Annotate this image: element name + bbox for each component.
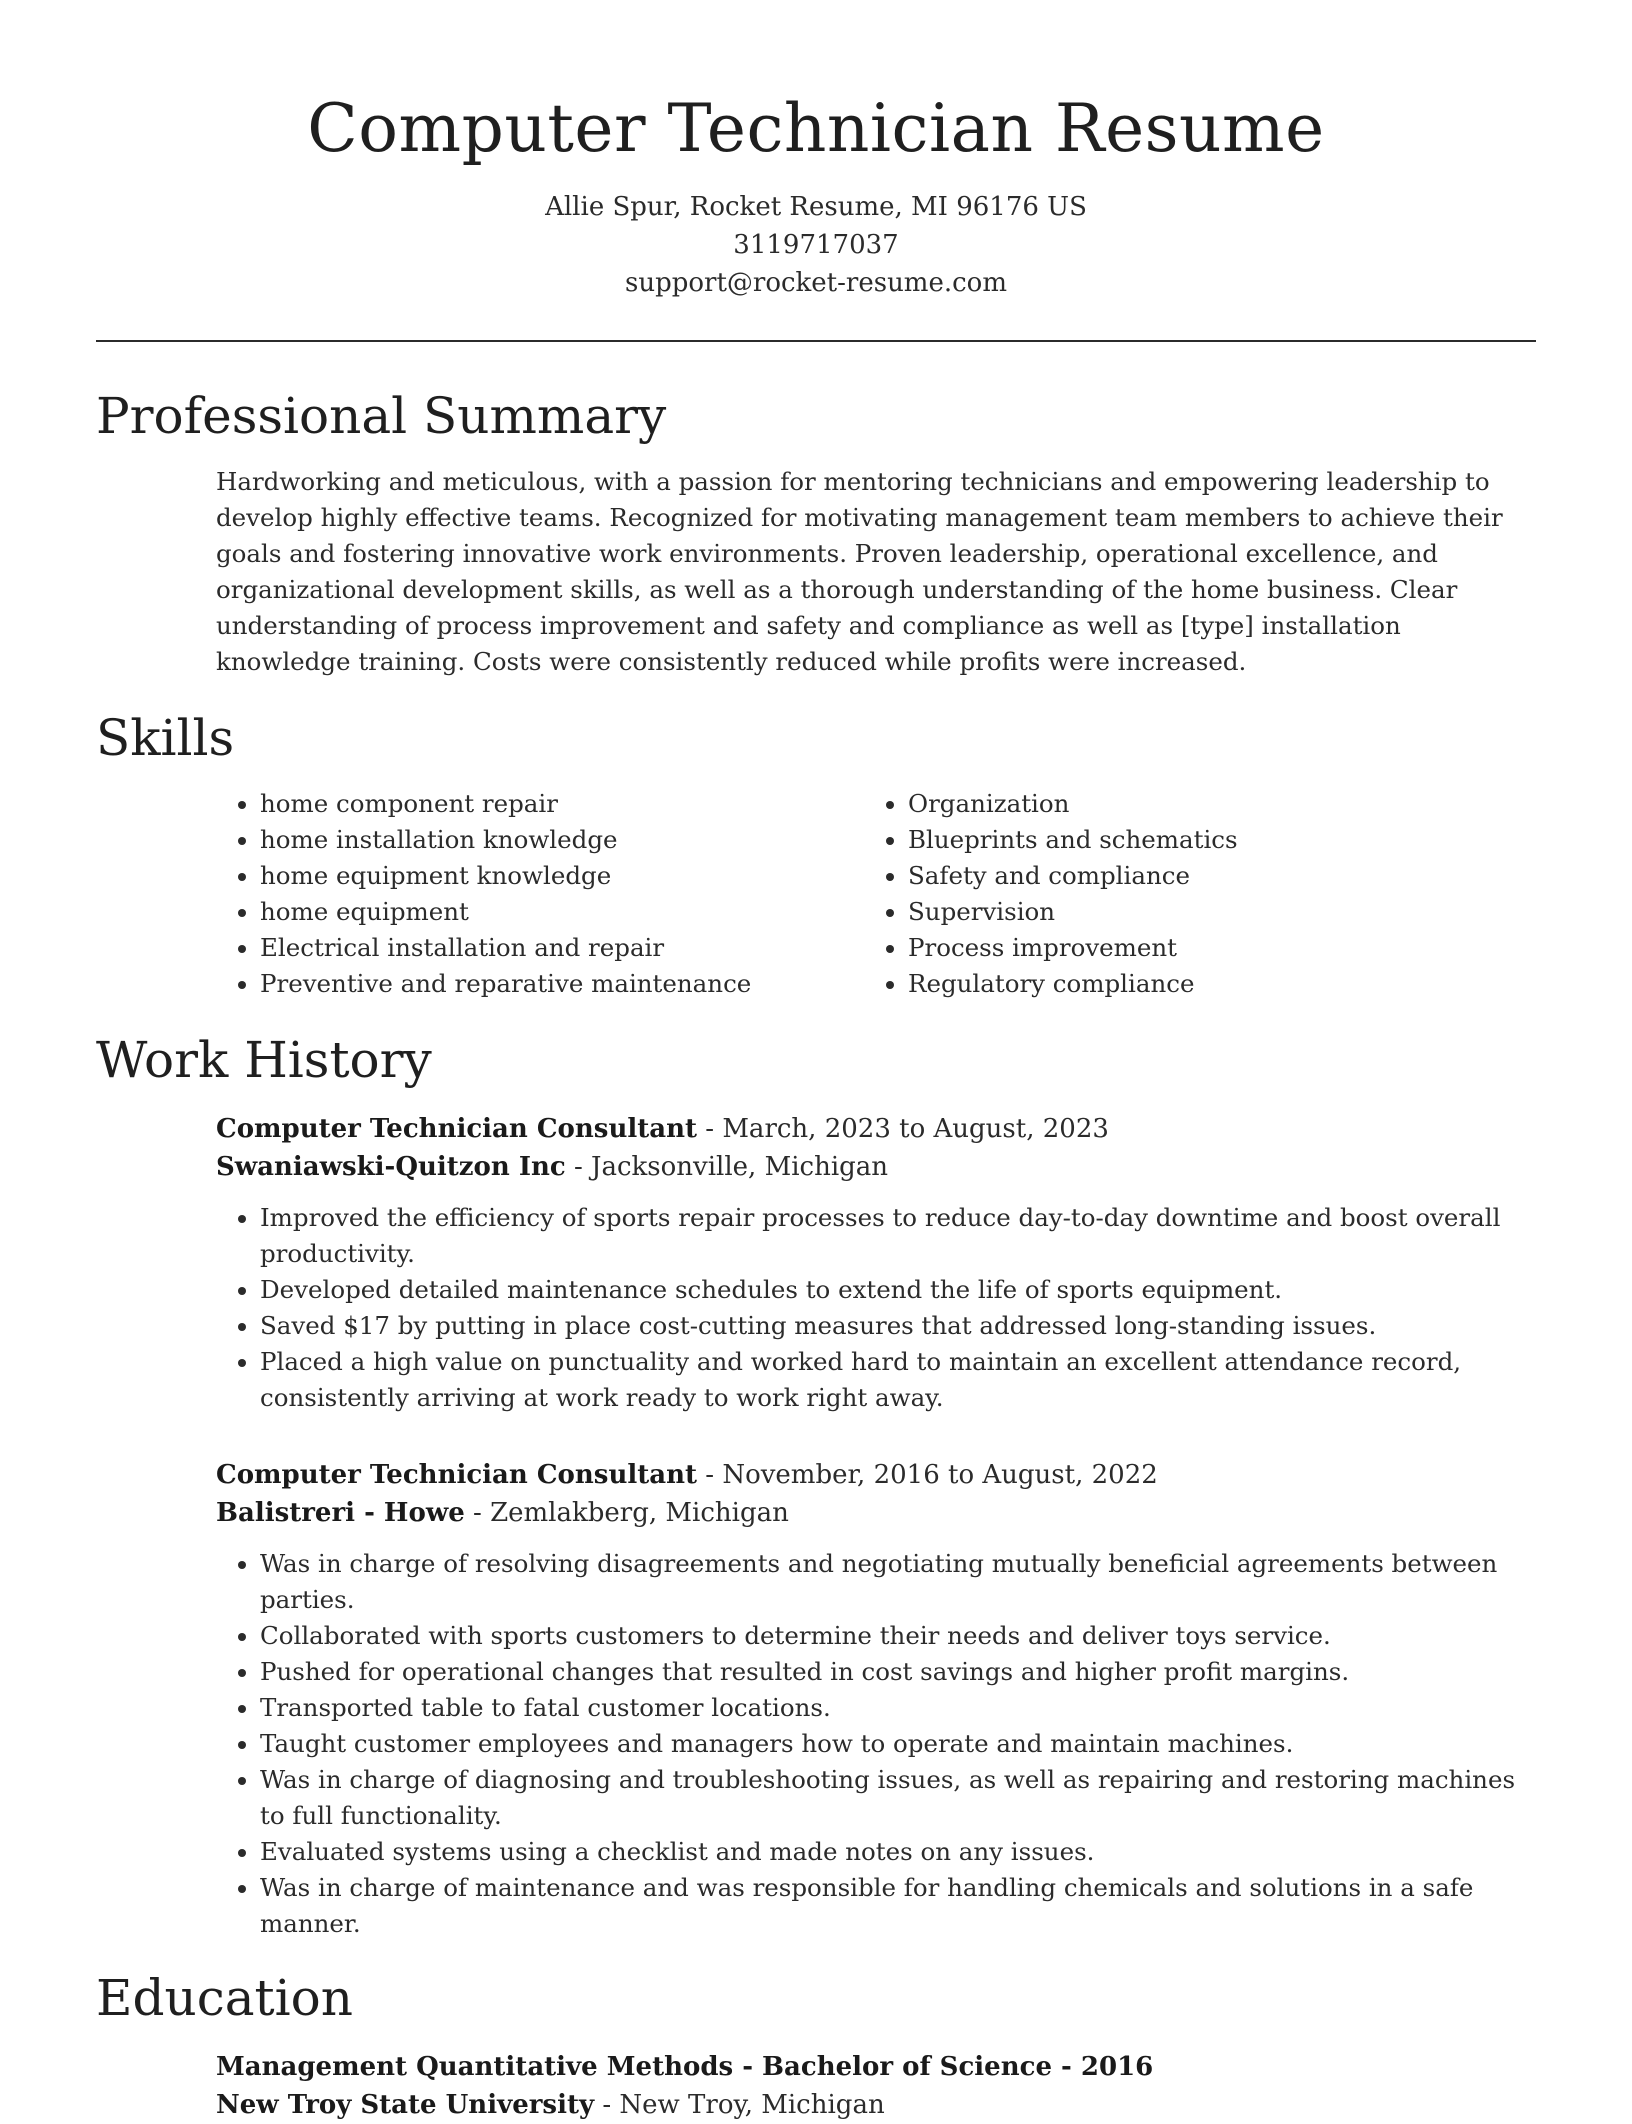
skill-item: • home equipment xyxy=(260,894,864,930)
contact-info xyxy=(96,188,1536,302)
job-location: - Jacksonville, Michigan xyxy=(565,1152,889,1182)
education-heading: Education xyxy=(96,1969,353,2027)
contact-phone: 3119717037 xyxy=(733,230,899,260)
skill-item: • Regulatory compliance xyxy=(908,966,1512,1002)
skill-item: • Process improvement xyxy=(908,930,1512,966)
summary-heading: Professional Summary xyxy=(96,387,667,445)
job-bullet: • Was in charge of resolving disagreements and negotiating mutually beneficial agreements between parties. xyxy=(260,1546,1536,1618)
education-location: - New Troy, Michigan xyxy=(594,2090,885,2120)
job-bullet: • Taught customer employees and managers how to operate and maintain machines. xyxy=(260,1726,1536,1762)
job-location: - Zemlakberg, Michigan xyxy=(464,1498,789,1528)
education-degree-line xyxy=(216,2048,1536,2086)
skills-heading: Skills xyxy=(96,709,235,767)
skills-section xyxy=(96,706,1536,1002)
header-divider xyxy=(96,340,1536,342)
job-company-line xyxy=(216,1494,1536,1532)
skill-item: • Electrical installation and repair xyxy=(260,930,864,966)
work-history-section xyxy=(96,1028,1536,1942)
job-company: Swaniawski-Quitzon Inc xyxy=(216,1152,566,1182)
job-bullets xyxy=(216,1546,1536,1942)
skills-column-right xyxy=(864,786,1512,1002)
job-bullet: • Improved the efficiency of sports repair processes to reduce day-to-day downtime and boost overall productivity. xyxy=(260,1200,1536,1272)
skill-item: • home equipment knowledge xyxy=(260,858,864,894)
education-school-line xyxy=(216,2086,1536,2124)
skills-grid xyxy=(216,786,1536,1002)
job-entry xyxy=(216,1456,1536,1942)
job-bullet: • Collaborated with sports customers to determine their needs and deliver toys service. xyxy=(260,1618,1536,1654)
job-bullet: • Was in charge of maintenance and was responsible for handling chemicals and solutions in a safe manner. xyxy=(260,1870,1536,1942)
resume-header xyxy=(96,0,1536,302)
job-company: Balistreri - Howe xyxy=(216,1498,465,1528)
contact-address: Allie Spur, Rocket Resume, MI 96176 US xyxy=(545,192,1087,222)
job-company-line xyxy=(216,1148,1536,1186)
education-school: New Troy State University xyxy=(216,2090,595,2120)
resume-title: Computer Technician Resume xyxy=(307,90,1325,167)
job-dates: - November, 2016 to August, 2022 xyxy=(697,1460,1158,1490)
job-bullet: • Pushed for operational changes that resulted in cost savings and higher profit margins. xyxy=(260,1654,1536,1690)
job-title: Computer Technician Consultant xyxy=(216,1114,697,1144)
contact-email: support@rocket-resume.com xyxy=(624,268,1007,298)
job-dates: - March, 2023 to August, 2023 xyxy=(697,1114,1109,1144)
skill-item: • Safety and compliance xyxy=(908,858,1512,894)
education-degree: Management Quantitative Methods - Bachelor of Science - 2016 xyxy=(216,2052,1154,2082)
work-history-heading: Work History xyxy=(96,1031,432,1089)
job-bullet: • Was in charge of diagnosing and troubleshooting issues, as well as repairing and restoring machines to full functionality. xyxy=(260,1762,1536,1834)
skill-item: • Preventive and reparative maintenance xyxy=(260,966,864,1002)
skill-item: • Supervision xyxy=(908,894,1512,930)
skill-item: • Blueprints and schematics xyxy=(908,822,1512,858)
job-entry xyxy=(216,1110,1536,1416)
job-bullet: • Evaluated systems using a checklist and made notes on any issues. xyxy=(260,1834,1536,1870)
education-section xyxy=(96,1966,1536,2124)
skill-item: • Organization xyxy=(908,786,1512,822)
job-title-line xyxy=(216,1110,1536,1148)
job-bullet: • Placed a high value on punctuality and worked hard to maintain an excellent attendance record, consistently arriving at work ready to work right away. xyxy=(260,1344,1536,1416)
job-bullet: • Developed detailed maintenance schedules to extend the life of sports equipment. xyxy=(260,1272,1536,1308)
job-bullet: • Transported table to fatal customer locations. xyxy=(260,1690,1536,1726)
job-title: Computer Technician Consultant xyxy=(216,1460,697,1490)
skill-item: • home component repair xyxy=(260,786,864,822)
skills-column-left xyxy=(216,786,864,1002)
job-bullet: • Saved $17 by putting in place cost-cutting measures that addressed long-standing issues. xyxy=(260,1308,1536,1344)
summary-section xyxy=(96,384,1536,680)
skill-item: • home installation knowledge xyxy=(260,822,864,858)
job-title-line xyxy=(216,1456,1536,1494)
job-bullets xyxy=(216,1200,1536,1416)
summary-text: Hardworking and meticulous, with a passion for mentoring technicians and empowering leadership to develop highly effective teams. Recognized for motivating management team members to achieve their goals and fostering innovative work environments. Proven leadership, operational excellence, and organizational development skills, as well as a thorough understanding of the home business. Clear understanding of process improvement and safety and compliance as well as [type] installation knowledge training. Costs were consistently reduced while profits were increased. xyxy=(216,467,1503,676)
